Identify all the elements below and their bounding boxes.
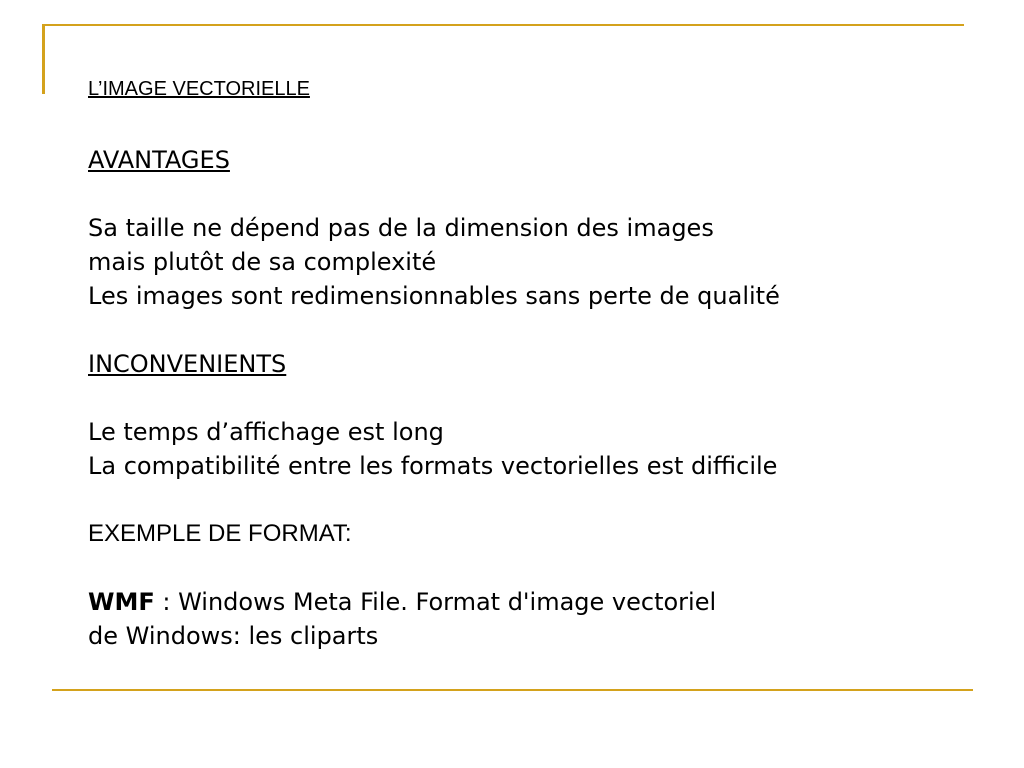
blank-line [88, 381, 968, 415]
disadvantage-line: La compatibilité entre les formats vectorielles est difficile [88, 452, 778, 480]
example-heading: EXEMPLE DE FORMAT: [88, 520, 352, 547]
advantages-heading: AVANTAGES [88, 146, 230, 174]
blank-line [88, 177, 968, 211]
example-line [88, 585, 968, 619]
disadvantage-line: Le temps d’affichage est long [88, 418, 444, 446]
top-border-line [42, 24, 964, 26]
blank-line [88, 483, 968, 517]
blank-line [88, 551, 968, 585]
disadvantages-heading: INCONVENIENTS [88, 350, 287, 378]
advantage-line: Sa taille ne dépend pas de la dimension des images [88, 214, 714, 242]
slide-body [88, 143, 968, 653]
advantage-line: Les images sont redimensionnables sans perte de qualité [88, 282, 780, 310]
advantage-line: mais plutôt de sa complexité [88, 248, 437, 276]
example-continuation: de Windows: les cliparts [88, 622, 379, 650]
left-border-line [42, 24, 45, 94]
format-term: WMF [88, 588, 155, 616]
slide-title: L’IMAGE VECTORIELLE [88, 78, 310, 100]
blank-line [88, 313, 968, 347]
bottom-border-line [52, 689, 973, 691]
format-description: : Windows Meta File. Format d'image vectoriel [154, 588, 717, 616]
